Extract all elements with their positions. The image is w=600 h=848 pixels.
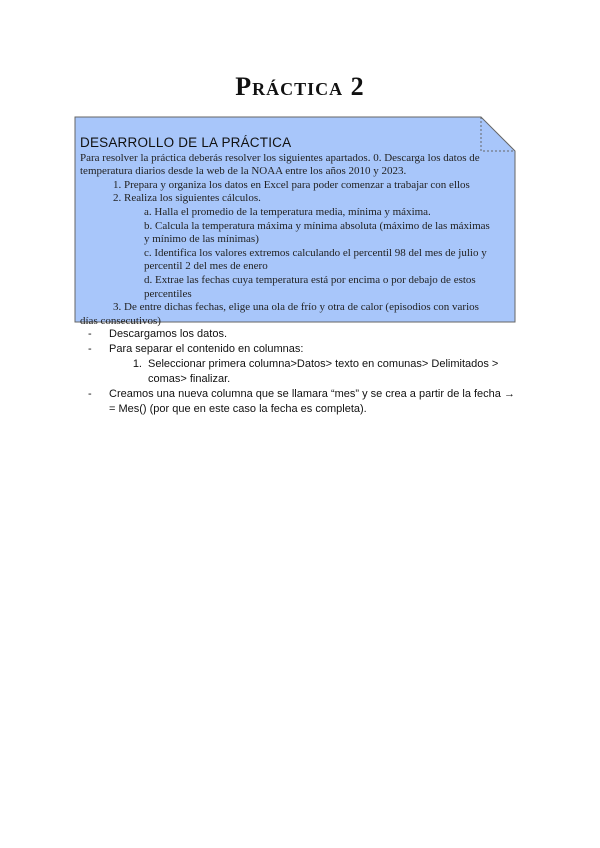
- notes-list: [88, 327, 528, 417]
- task-item-3-cont: días consecutivos): [80, 314, 161, 327]
- list-item: [88, 387, 528, 402]
- task-item-3: 3. De entre dichas fechas, elige una ola de frío y otra de calor (episodios con varios: [113, 301, 479, 314]
- task-item-2: 2. Realiza los siguientes cálculos.: [113, 192, 261, 205]
- note-text-cont: comas> finalizar.: [148, 373, 231, 385]
- note-text-cont: = Mes() (por que en este caso la fecha es completa).: [109, 403, 367, 415]
- list-item: [88, 327, 528, 342]
- bullet-dash: -: [88, 388, 92, 400]
- task-subitem-b: b. Calcula la temperatura máxima y mínima absoluta (máximo de las máximas: [144, 219, 490, 232]
- task-subitem-a: a. Halla el promedio de la temperatura media, mínima y máxima.: [144, 205, 431, 218]
- task-subitem-b-cont: y mínimo de las mínimas): [144, 233, 259, 246]
- note-text: Seleccionar primera columna>Datos> texto en comunas> Delimitados >: [148, 358, 499, 370]
- task-subitem-c-cont: percentil 2 del mes de enero: [144, 260, 268, 273]
- task-item-1: 1. Prepara y organiza los datos en Excel para poder comenzar a trabajar con ellos: [113, 178, 470, 191]
- note-text: Para separar el contenido en columnas:: [109, 343, 304, 355]
- numbered-item: [88, 357, 528, 372]
- bullet-dash: -: [88, 328, 92, 340]
- task-box: [80, 136, 516, 328]
- note-text: Descargamos los datos.: [109, 328, 227, 340]
- bullet-dash: -: [88, 343, 92, 355]
- task-box-heading: DESARROLLO DE LA PRÁCTICA: [80, 135, 292, 150]
- page-title: Práctica 2: [235, 72, 365, 101]
- list-item: [88, 342, 528, 357]
- task-subitem-c: c. Identifica los valores extremos calculando el percentil 98 del mes de julio y: [144, 246, 487, 259]
- task-intro-line: Para resolver la práctica deberás resolver los siguientes apartados. 0. Descarga los datos de: [80, 151, 480, 164]
- task-subitem-d: d. Extrae las fechas cuya temperatura está por encima o por debajo de estos: [144, 273, 476, 286]
- note-text: Creamos una nueva columna que se llamara “mes” y se crea a partir de la fecha →: [109, 388, 515, 400]
- item-number: 1.: [132, 358, 142, 370]
- task-subitem-d-cont: percentiles: [144, 287, 192, 300]
- task-intro-line: temperatura diarios desde la web de la NOAA entre los años 2010 y 2023.: [80, 165, 407, 178]
